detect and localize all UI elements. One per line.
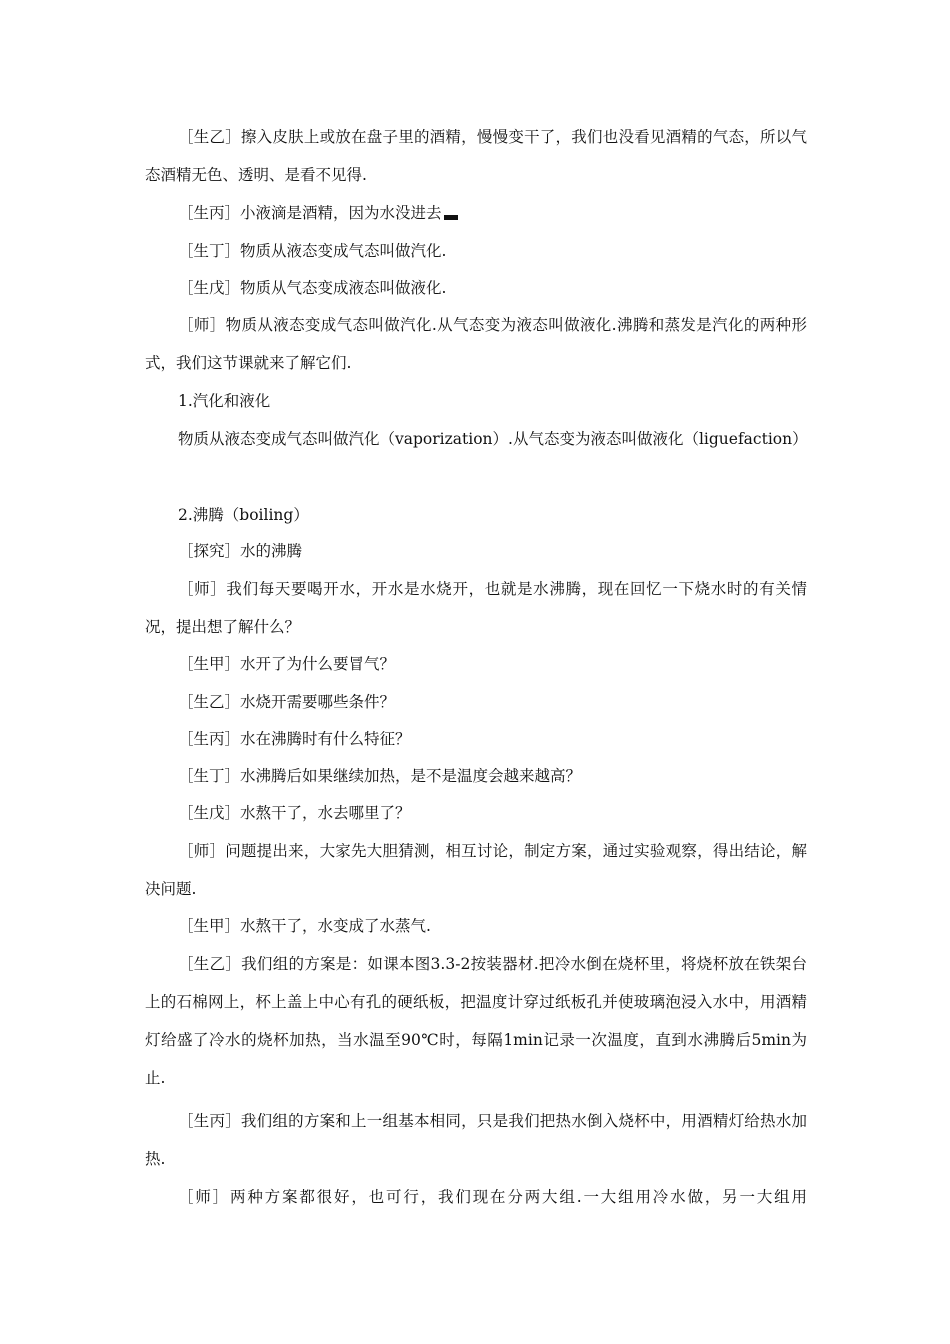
paragraph-definition: 物质从液态变成气态叫做汽化（vaporization）.从气态变为液态叫做液化（liguefaction） xyxy=(178,430,808,448)
paragraph-teacher-2: ［师］问题提出来，大家先大胆猜测，相互讨论，制定方案，通过实验观察，得出结论，解决问题. xyxy=(145,842,807,898)
paragraph-student-e: ［生戊］水熬干了，水去哪里了？ xyxy=(178,804,411,822)
ink-mark xyxy=(444,215,458,220)
paragraph-4: ［生戊］物质从气态变成液态叫做液化. xyxy=(178,279,447,297)
paragraph-3: ［生丁］物质从液态变成气态叫做汽化. xyxy=(178,242,447,260)
paragraph-explore: ［探究］水的沸腾 xyxy=(178,542,303,560)
paragraph-2-text: ［生丙］小液滴是酒精，因为水没进去 xyxy=(178,204,442,222)
paragraph-student-c-2: ［生丙］我们组的方案和上一组基本相同，只是我们把热水倒入烧杯中，用酒精灯给热水加热. xyxy=(145,1112,807,1168)
heading-boiling: 2.沸腾（boiling） xyxy=(178,506,309,524)
paragraph-2 xyxy=(145,194,807,232)
heading-vaporization: 1.汽化和液化 xyxy=(178,392,271,410)
paragraph-student-b: ［生乙］水烧开需要哪些条件？ xyxy=(178,693,396,711)
paragraph-student-c: ［生丙］水在沸腾时有什么特征？ xyxy=(178,730,411,748)
paragraph-teacher-1: ［师］我们每天要喝开水，开水是水烧开，也就是水沸腾，现在回忆一下烧水时的有关情况，提出想了解什么？ xyxy=(145,580,807,636)
paragraph-5: ［师］物质从液态变成气态叫做汽化.从气态变为液态叫做液化.沸腾和蒸发是汽化的两种形式，我们这节课就来了解它们. xyxy=(145,316,807,372)
paragraph-1: ［生乙］擦入皮肤上或放在盘子里的酒精，慢慢变干了，我们也没看见酒精的气态，所以气态酒精无色、透明、是看不见得. xyxy=(145,128,807,184)
paragraph-teacher-3: ［师］两种方案都很好，也可行，我们现在分两大组.一大组用冷水做，另一大组用 xyxy=(178,1188,807,1206)
paragraph-student-d: ［生丁］水沸腾后如果继续加热，是不是温度会越来越高？ xyxy=(178,767,582,785)
paragraph-student-a-2: ［生甲］水熬干了，水变成了水蒸气. xyxy=(178,917,431,935)
paragraph-student-b-2: ［生乙］我们组的方案是：如课本图3.3-2按装器材.把冷水倒在烧杯里，将烧杯放在铁架台上的石棉网上，杯上盖上中心有孔的硬纸板，把温度计穿过纸板孔并使玻璃泡浸入水中，用酒精灯给盛了冷水的烧杯加热，当水温至90℃时，每隔1min记录一次温度，直到水沸腾后5min为止. xyxy=(145,955,807,1087)
paragraph-student-a: ［生甲］水开了为什么要冒气？ xyxy=(178,655,396,673)
